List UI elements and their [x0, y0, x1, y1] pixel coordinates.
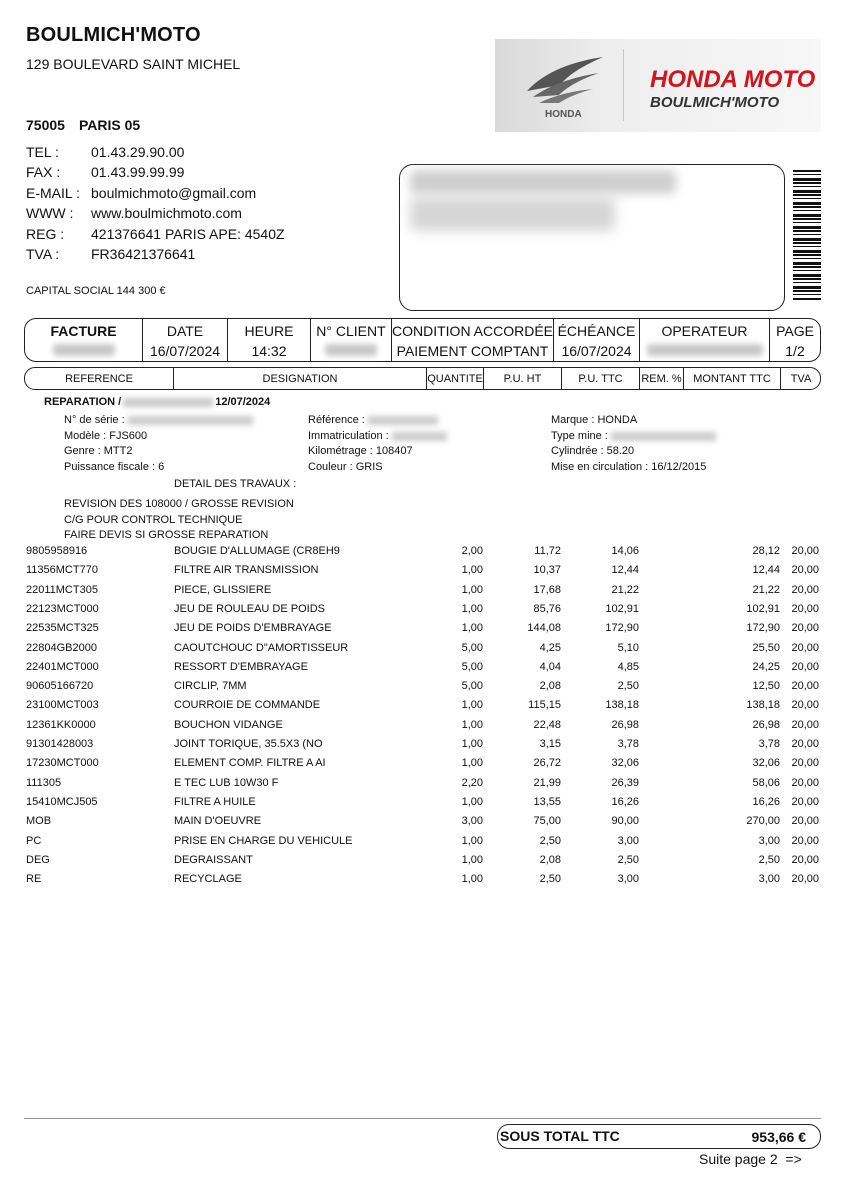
line-montant-ttc: 24,25 — [752, 660, 780, 673]
line-quantity: 1,00 — [461, 699, 483, 712]
echeance-value: 16/07/2024 — [561, 343, 632, 359]
reference-label: Référence : — [308, 414, 365, 426]
genre-info: Genre : MTT2 — [64, 445, 133, 457]
line-designation: JOINT TORIQUE, 35.5X3 (NO — [174, 738, 323, 750]
line-quantity: 1,00 — [461, 718, 483, 731]
line-reference: 22804GB2000 — [26, 641, 97, 654]
color-info: Couleur : GRIS — [308, 461, 383, 473]
repair-title — [44, 396, 270, 408]
contact-label: FAX : — [26, 164, 61, 181]
line-montant-ttc: 58,06 — [752, 776, 780, 789]
facture-label: FACTURE — [50, 323, 117, 339]
table-row — [0, 796, 845, 815]
table-row — [0, 815, 845, 834]
line-pu-ttc: 138,18 — [605, 699, 639, 712]
line-pu-ttc: 3,00 — [617, 873, 639, 886]
line-pu-ht: 21,99 — [533, 776, 561, 789]
line-quantity: 5,00 — [461, 680, 483, 693]
line-pu-ttc: 4,85 — [617, 660, 639, 673]
line-tva: 20,00 — [791, 873, 819, 886]
line-quantity: 2,20 — [461, 776, 483, 789]
logo-divider — [623, 49, 624, 121]
line-quantity: 5,00 — [461, 641, 483, 654]
company-name: BOULMICH'MOTO — [26, 24, 201, 46]
condition-col — [392, 319, 553, 361]
line-designation: FILTRE A HUILE — [174, 795, 256, 808]
mileage-info: Kilométrage : 108407 — [308, 445, 413, 457]
line-montant-ttc: 3,00 — [758, 834, 780, 847]
line-tva: 20,00 — [791, 757, 819, 770]
line-montant-ttc: 12,44 — [752, 564, 780, 577]
line-pu-ttc: 3,78 — [617, 738, 639, 750]
heure-col — [228, 319, 310, 361]
line-reference: PC — [26, 834, 42, 847]
line-designation: PRISE EN CHARGE DU VEHICULE — [174, 834, 353, 847]
line-quantity: 2,00 — [461, 545, 483, 557]
contact-value: boulmichmoto@gmail.com — [91, 184, 257, 201]
date-label: DATE — [166, 323, 204, 339]
line-montant-ttc: 3,00 — [758, 873, 780, 886]
line-montant-ttc: 16,26 — [752, 795, 780, 808]
facture-col — [25, 319, 142, 361]
contact-label: TVA : — [26, 246, 60, 263]
redacted-serial — [128, 416, 253, 425]
line-montant-ttc: 25,50 — [752, 641, 780, 654]
line-montant-ttc: 270,00 — [746, 815, 780, 828]
line-designation: CIRCLIP, 7MM — [174, 680, 247, 693]
subtotal-value: 953,66 € — [751, 1129, 806, 1145]
redacted-type-mine — [611, 432, 716, 441]
line-pu-ttc: 5,10 — [617, 641, 639, 654]
line-designation: COURROIE DE COMMANDE — [174, 699, 321, 712]
contact-list — [26, 142, 285, 264]
contact-row — [26, 244, 285, 264]
line-montant-ttc: 102,91 — [746, 602, 780, 615]
line-tva: 20,00 — [791, 699, 819, 712]
first-registration-info: Mise en circulation : 16/12/2015 — [551, 461, 707, 473]
line-pu-ttc: 102,91 — [605, 602, 639, 615]
line-montant-ttc: 172,90 — [746, 622, 780, 635]
contact-value: www.boulmichmoto.com — [91, 205, 242, 222]
redacted-number — [53, 344, 115, 356]
line-quantity: 5,00 — [461, 660, 483, 673]
operateur-label: OPERATEUR — [661, 323, 748, 339]
line-reference: 9805958916 — [26, 545, 88, 557]
line-reference: 22535MCT325 — [26, 622, 99, 635]
line-montant-ttc: 32,06 — [752, 757, 780, 770]
line-reference: RE — [26, 873, 42, 886]
line-montant-ttc: 26,98 — [752, 718, 780, 731]
redacted-registration — [392, 432, 447, 441]
line-designation: RESSORT D'EMBRAYAGE — [174, 660, 308, 673]
contact-value: 421376641 PARIS APE: 4540Z — [91, 225, 285, 242]
line-montant-ttc: 138,18 — [746, 699, 780, 712]
line-reference: 22123MCT000 — [26, 602, 99, 615]
contact-label: WWW : — [26, 205, 74, 222]
col-tva: TVA — [790, 373, 812, 385]
line-quantity: 1,00 — [461, 873, 483, 886]
wing-text: HONDA — [545, 109, 582, 120]
logo-dealer: BOULMICH'MOTO — [650, 94, 780, 111]
line-tva: 20,00 — [791, 776, 819, 789]
line-pu-ht: 2,50 — [539, 834, 561, 847]
page-col — [770, 319, 820, 361]
heure-label: HEURE — [244, 323, 294, 339]
city-name: PARIS 05 — [78, 117, 141, 133]
table-row — [0, 835, 845, 854]
line-quantity: 1,00 — [461, 757, 483, 770]
line-quantity: 3,00 — [461, 815, 483, 828]
cylinder-info: Cylindrée : 58.20 — [551, 445, 635, 457]
col-rem: REM. % — [641, 373, 682, 385]
condition-value: PAIEMENT COMPTANT — [396, 343, 549, 359]
line-reference: 90605166720 — [26, 680, 94, 693]
line-montant-ttc: 2,50 — [758, 853, 780, 866]
line-designation: MAIN D'OEUVRE — [174, 815, 262, 828]
registration-label: Immatriculation : — [308, 430, 389, 442]
line-pu-ttc: 90,00 — [611, 815, 639, 828]
honda-wing-icon — [515, 51, 615, 121]
table-row — [0, 603, 845, 622]
col-montant-ttc: MONTANT TTC — [693, 373, 771, 385]
table-row — [0, 719, 845, 738]
redacted-client-address — [410, 197, 615, 231]
line-pu-ttc: 14,06 — [611, 545, 639, 557]
brand-info: Marque : HONDA — [551, 414, 638, 426]
table-row — [0, 680, 845, 699]
line-designation: FILTRE AIR TRANSMISSION — [174, 564, 319, 577]
contact-row — [26, 162, 285, 182]
condition-label: CONDITION ACCORDÉE — [392, 323, 554, 339]
redacted-repair-number — [123, 398, 213, 407]
line-pu-ht: 11,72 — [534, 545, 561, 557]
client-number — [311, 343, 391, 359]
line-quantity: 1,00 — [461, 602, 483, 615]
table-row — [0, 661, 845, 680]
work-title: DETAIL DES TRAVAUX : — [174, 478, 297, 490]
line-pu-ht: 2,50 — [539, 873, 561, 886]
redacted-client-number — [325, 344, 377, 356]
echeance-label: ÉCHÉANCE — [557, 323, 636, 339]
line-pu-ht: 3,15 — [539, 738, 561, 750]
contact-row — [26, 142, 285, 162]
line-reference: DEG — [26, 853, 50, 866]
operateur-value — [640, 343, 769, 359]
line-reference: 12361KK0000 — [26, 718, 96, 731]
line-pu-ht: 115,15 — [528, 699, 561, 712]
serial-number — [64, 414, 253, 426]
table-row — [0, 873, 845, 892]
contact-label: TEL : — [26, 144, 59, 160]
company-address: 129 BOULEVARD SAINT MICHEL — [26, 56, 241, 72]
line-montant-ttc: 12,50 — [752, 680, 780, 693]
line-reference: 17230MCT000 — [26, 757, 99, 770]
contact-row — [26, 224, 285, 244]
line-designation: BOUGIE D'ALLUMAGE (CR8EH9 — [174, 545, 340, 557]
line-pu-ht: 2,08 — [539, 853, 561, 866]
line-pu-ttc: 16,26 — [611, 795, 639, 808]
client-col — [311, 319, 391, 361]
line-tva: 20,00 — [791, 834, 819, 847]
table-row — [0, 757, 845, 776]
date-col — [143, 319, 227, 361]
line-tva: 20,00 — [791, 583, 819, 596]
line-designation: ELEMENT COMP. FILTRE A AI — [174, 757, 326, 770]
line-designation: CAOUTCHOUC D"AMORTISSEUR — [174, 641, 349, 654]
line-pu-ht: 75,00 — [533, 815, 561, 828]
line-tva: 20,00 — [791, 660, 819, 673]
invoice-header-box — [24, 318, 821, 362]
line-reference: 22401MCT000 — [26, 660, 99, 673]
barcode — [793, 170, 821, 300]
line-montant-ttc: 21,22 — [752, 583, 780, 596]
line-reference: 23100MCT003 — [26, 699, 99, 712]
redacted-reference — [368, 416, 438, 425]
col-quantite: QUANTITE — [427, 373, 483, 385]
line-pu-ht: 4,25 — [539, 641, 561, 654]
contact-label: E-MAIL : — [26, 184, 80, 201]
table-row — [0, 564, 845, 583]
line-tva: 20,00 — [791, 564, 819, 577]
bottom-divider — [24, 1118, 821, 1119]
line-quantity: 1,00 — [461, 622, 483, 635]
line-reference: MOB — [26, 815, 52, 828]
line-designation: PIECE, GLISSIERE — [174, 583, 272, 596]
line-pu-ht: 26,72 — [533, 757, 561, 770]
line-reference: 15410MCJ505 — [26, 795, 98, 808]
line-designation: JEU DE POIDS D'EMBRAYAGE — [174, 622, 332, 635]
postcode: 75005 — [26, 117, 65, 133]
subtotal-box — [497, 1124, 821, 1149]
repair-label: REPARATION / — [44, 396, 122, 408]
work-details — [64, 497, 294, 544]
col-designation: DESIGNATION — [262, 373, 338, 385]
company-city — [26, 117, 154, 133]
line-pu-ttc: 26,39 — [611, 776, 639, 789]
line-tva: 20,00 — [791, 641, 819, 654]
work-line: FAIRE DEVIS SI GROSSE REPARATION — [64, 529, 269, 541]
reference-info — [308, 414, 438, 426]
next-page-arrow: => — [785, 1151, 802, 1167]
date-value: 16/07/2024 — [149, 343, 221, 359]
line-reference: 11356MCT770 — [26, 564, 98, 577]
line-designation: E TEC LUB 10W30 F — [174, 776, 279, 789]
line-pu-ht: 13,55 — [533, 795, 561, 808]
facture-number — [25, 343, 142, 359]
line-pu-ht: 17,68 — [533, 583, 561, 596]
client-label: N° CLIENT — [316, 323, 386, 339]
capital-social: CAPITAL SOCIAL 144 300 € — [26, 285, 166, 297]
contact-value: 01.43.29.90.00 — [91, 144, 185, 160]
col-pu-ht: P.U. HT — [503, 373, 542, 385]
line-pu-ht: 144,08 — [527, 622, 561, 635]
line-tva: 20,00 — [791, 718, 819, 731]
heure-value: 14:32 — [251, 343, 287, 359]
line-quantity: 1,00 — [461, 564, 483, 577]
contact-value: 01.43.99.99.99 — [91, 164, 185, 181]
line-pu-ttc: 172,90 — [605, 622, 639, 635]
work-line: C/G POUR CONTROL TECHNIQUE — [64, 513, 243, 526]
line-tva: 20,00 — [791, 853, 819, 866]
line-designation: RECYCLAGE — [174, 873, 242, 886]
line-pu-ttc: 2,50 — [617, 680, 639, 693]
repair-date: 12/07/2024 — [215, 396, 271, 408]
line-pu-ttc: 21,22 — [611, 583, 639, 596]
table-row — [0, 584, 845, 603]
line-pu-ht: 2,08 — [539, 680, 561, 693]
line-montant-ttc: 28,12 — [752, 545, 780, 557]
line-reference: 91301428003 — [26, 738, 94, 750]
operateur-col — [640, 319, 769, 361]
line-quantity: 1,00 — [461, 738, 483, 750]
line-reference: 111305 — [26, 776, 62, 789]
subtotal-label: SOUS TOTAL TTC — [500, 1128, 620, 1144]
redacted-operateur — [647, 344, 763, 356]
model-info: Modèle : FJS600 — [64, 430, 148, 442]
line-quantity: 1,00 — [461, 583, 483, 596]
line-tva: 20,00 — [791, 602, 819, 615]
line-quantity: 1,00 — [461, 853, 483, 866]
honda-logo — [495, 39, 821, 132]
page-label: PAGE — [776, 323, 814, 339]
contact-value: FR36421376641 — [91, 246, 196, 263]
client-address-box — [399, 164, 785, 311]
line-pu-ttc: 12,44 — [611, 564, 639, 577]
logo-brand: HONDA MOTO — [650, 66, 816, 93]
line-tva: 20,00 — [791, 622, 819, 635]
line-montant-ttc: 3,78 — [758, 738, 780, 750]
line-pu-ttc: 2,50 — [617, 853, 639, 866]
fiscal-power-info: Puissance fiscale : 6 — [64, 461, 165, 473]
line-pu-ttc: 26,98 — [611, 718, 639, 731]
page-value: 1/2 — [785, 343, 805, 359]
line-tva: 20,00 — [791, 795, 819, 808]
col-pu-ttc: P.U. TTC — [578, 373, 623, 385]
table-row — [0, 699, 845, 718]
contact-row — [26, 203, 285, 223]
line-pu-ht: 85,76 — [533, 602, 561, 615]
contact-row — [26, 183, 285, 203]
line-tva: 20,00 — [791, 680, 819, 693]
table-row — [0, 738, 845, 757]
table-row — [0, 854, 845, 873]
line-pu-ht: 4,04 — [539, 660, 561, 673]
type-mine-label: Type mine : — [551, 430, 608, 442]
line-quantity: 1,00 — [461, 834, 483, 847]
line-pu-ttc: 32,06 — [611, 757, 639, 770]
line-pu-ht: 10,37 — [533, 564, 561, 577]
line-designation: DEGRAISSANT — [174, 853, 253, 866]
work-line: REVISION DES 108000 / GROSSE REVISION — [64, 498, 294, 510]
table-row — [0, 777, 845, 796]
line-tva: 20,00 — [791, 545, 819, 557]
table-header — [24, 367, 821, 390]
contact-label: REG : — [26, 225, 65, 242]
next-page-note — [699, 1151, 802, 1167]
serial-label: N° de série : — [64, 414, 125, 426]
line-reference: 22011MCT305 — [26, 583, 98, 596]
table-row — [0, 545, 845, 564]
line-pu-ttc: 3,00 — [617, 834, 639, 847]
next-page-text: Suite page 2 — [699, 1151, 778, 1167]
line-designation: BOUCHON VIDANGE — [174, 718, 283, 731]
line-quantity: 1,00 — [461, 795, 483, 808]
type-mine-info — [551, 430, 716, 442]
line-tva: 20,00 — [791, 815, 819, 828]
col-reference: REFERENCE — [65, 373, 133, 385]
line-pu-ht: 22,48 — [533, 718, 561, 731]
redacted-client-name — [410, 170, 676, 194]
echeance-col — [554, 319, 639, 361]
line-tva: 20,00 — [791, 738, 819, 750]
table-row — [0, 642, 845, 661]
table-row — [0, 622, 845, 641]
line-designation: JEU DE ROULEAU DE POIDS — [174, 602, 325, 615]
registration-info — [308, 430, 447, 442]
